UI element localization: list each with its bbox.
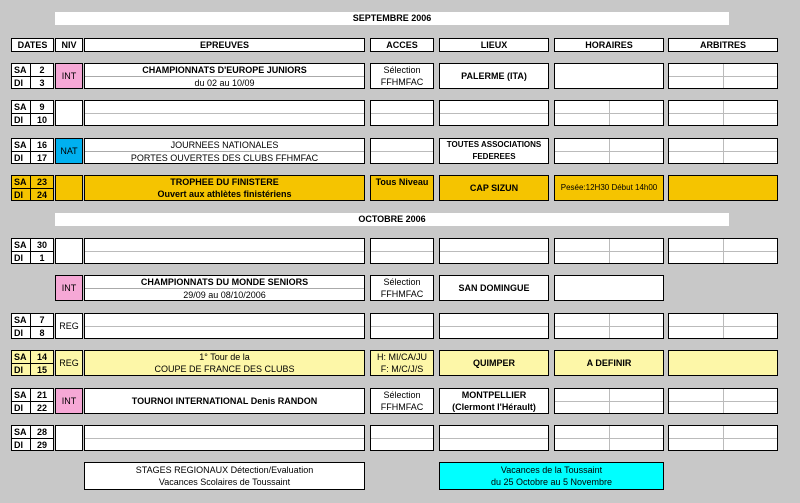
day-number: 9 — [30, 101, 53, 113]
day-number: 24 — [30, 189, 53, 201]
arbitre-cell — [668, 63, 778, 89]
legend-stages — [84, 462, 365, 490]
day-label: SA — [14, 177, 27, 187]
lieu-cell: SAN DOMINGUE — [439, 275, 549, 301]
arbitre-cell — [668, 138, 778, 164]
epreuve-title: TROPHEE DU FINISTERE — [170, 177, 279, 187]
header-acces: ACCES — [370, 38, 434, 52]
lieu-cell — [439, 388, 549, 414]
day-label: SA — [14, 315, 27, 325]
acces-cell — [370, 238, 434, 264]
day-label: SA — [14, 140, 27, 150]
acces-line: F: M/C/J/S — [380, 364, 424, 374]
niv-badge — [55, 238, 83, 264]
day-number: 23 — [30, 176, 53, 188]
niv-badge: REG — [55, 313, 83, 339]
day-label: SA — [14, 102, 27, 112]
date-cell — [11, 238, 54, 264]
niv-badge — [55, 175, 83, 201]
niv-badge: INT — [55, 63, 83, 89]
acces-cell — [370, 275, 434, 301]
day-label: DI — [14, 365, 23, 375]
date-cell — [11, 313, 54, 339]
date-cell — [11, 350, 54, 376]
month-october-title: OCTOBRE 2006 — [55, 213, 729, 226]
arbitre-cell — [668, 313, 778, 339]
acces-line: FFHMFAC — [380, 77, 424, 87]
day-number: 7 — [30, 314, 53, 326]
acces-cell — [370, 425, 434, 451]
header-horaires: HORAIRES — [554, 38, 664, 52]
day-number: 16 — [30, 139, 53, 151]
acces-cell — [370, 175, 434, 201]
arbitre-cell — [668, 388, 778, 414]
horaire-cell: A DEFINIR — [554, 350, 664, 376]
horaire-cell — [554, 313, 664, 339]
day-number: 10 — [30, 114, 53, 126]
day-label: DI — [14, 440, 23, 450]
horaire-cell — [554, 238, 664, 264]
acces-cell — [370, 138, 434, 164]
epreuve-subtitle: 29/09 au 08/10/2006 — [85, 288, 364, 301]
acces-cell — [370, 100, 434, 126]
legend-stages-title: STAGES REGIONAUX Détection/Evaluation — [135, 465, 314, 475]
horaire-cell — [554, 100, 664, 126]
horaire-cell — [554, 388, 664, 414]
acces-line: Sélection — [383, 390, 421, 400]
day-number: 2 — [30, 64, 53, 76]
horaire-cell — [554, 138, 664, 164]
day-number: 14 — [30, 351, 53, 363]
day-number: 29 — [30, 439, 53, 451]
epreuve-cell — [84, 138, 365, 164]
epreuve-cell — [84, 63, 365, 89]
acces-cell — [370, 313, 434, 339]
niv-badge: INT — [55, 388, 83, 414]
lieu-line: FEDEREES — [472, 152, 516, 161]
horaire-cell — [554, 275, 664, 301]
day-label: DI — [14, 115, 23, 125]
day-number: 17 — [30, 152, 53, 164]
day-label: SA — [14, 65, 27, 75]
arbitre-cell — [668, 175, 778, 201]
epreuve-cell — [84, 313, 365, 339]
epreuve-title: JOURNEES NATIONALES — [170, 140, 279, 150]
header-arbitres: ARBITRES — [668, 38, 778, 52]
date-cell — [11, 138, 54, 164]
horaire-cell — [554, 425, 664, 451]
lieu-line: MONTPELLIER — [461, 390, 527, 400]
epreuve-subtitle: PORTES OUVERTES DES CLUBS FFHMFAC — [85, 151, 364, 164]
legend-vacances — [439, 462, 664, 490]
date-cell — [11, 175, 54, 201]
header-lieux: LIEUX — [439, 38, 549, 52]
legend-vacances-title: Vacances de la Toussaint — [500, 465, 603, 475]
epreuve-cell — [84, 100, 365, 126]
day-label: SA — [14, 352, 27, 362]
horaire-cell — [554, 63, 664, 89]
acces-line: Sélection — [383, 277, 421, 287]
lieu-cell — [439, 238, 549, 264]
day-label: SA — [14, 390, 27, 400]
header-epreuves: EPREUVES — [84, 38, 365, 52]
legend-stages-subtitle: Vacances Scolaires de Toussaint — [158, 477, 291, 487]
day-number: 1 — [30, 252, 53, 264]
lieu-cell: CAP SIZUN — [439, 175, 549, 201]
day-number: 15 — [30, 364, 53, 376]
lieu-cell — [439, 313, 549, 339]
day-label: DI — [14, 78, 23, 88]
epreuve-subtitle: COUPE DE FRANCE DES CLUBS — [154, 364, 295, 374]
lieu-cell — [439, 138, 549, 164]
epreuve-cell — [84, 238, 365, 264]
arbitre-cell — [668, 425, 778, 451]
acces-line: Tous Niveau — [375, 177, 429, 187]
epreuve-subtitle: du 02 au 10/09 — [85, 76, 364, 89]
niv-badge — [55, 425, 83, 451]
day-number: 21 — [30, 389, 53, 401]
epreuve-title: 1° Tour de la — [199, 352, 250, 362]
day-number: 30 — [30, 239, 53, 251]
day-label: DI — [14, 190, 23, 200]
epreuve-cell — [84, 350, 365, 376]
lieu-cell — [439, 100, 549, 126]
acces-cell — [370, 388, 434, 414]
day-number: 28 — [30, 426, 53, 438]
arbitre-cell — [668, 238, 778, 264]
niv-badge: REG — [55, 350, 83, 376]
day-label: SA — [14, 427, 27, 437]
acces-line: Sélection — [383, 65, 421, 75]
header-dates: DATES — [11, 38, 54, 52]
header-niv: NIV — [55, 38, 83, 52]
day-number: 22 — [30, 402, 53, 414]
legend-vacances-dates: du 25 Octobre au 5 Novembre — [490, 477, 613, 487]
date-cell — [11, 425, 54, 451]
niv-badge: INT — [55, 275, 83, 301]
day-label: SA — [14, 240, 27, 250]
horaire-cell: Pesée:12H30 Début 14h00 — [554, 175, 664, 201]
epreuve-cell: TOURNOI INTERNATIONAL Denis RANDON — [84, 388, 365, 414]
niv-badge: NAT — [55, 138, 83, 164]
lieu-cell: PALERME (ITA) — [439, 63, 549, 89]
arbitre-cell — [668, 100, 778, 126]
epreuve-title: CHAMPIONNATS DU MONDE SENIORS — [140, 277, 309, 287]
epreuve-subtitle: Ouvert aux athlètes finistériens — [157, 189, 292, 199]
acces-line: H: MI/CA/JU — [376, 352, 427, 362]
date-cell — [11, 388, 54, 414]
month-september-title: SEPTEMBRE 2006 — [55, 12, 729, 25]
niv-badge — [55, 100, 83, 126]
day-number: 3 — [30, 77, 53, 89]
day-label: DI — [14, 403, 23, 413]
day-label: DI — [14, 328, 23, 338]
acces-line: FFHMFAC — [380, 289, 424, 299]
lieu-cell: QUIMPER — [439, 350, 549, 376]
date-cell — [11, 63, 54, 89]
acces-line: FFHMFAC — [380, 402, 424, 412]
lieu-line: TOUTES ASSOCIATIONS — [446, 140, 542, 149]
epreuve-cell — [84, 175, 365, 201]
epreuve-title: CHAMPIONNATS D'EUROPE JUNIORS — [142, 65, 307, 75]
acces-cell — [370, 63, 434, 89]
date-cell — [11, 100, 54, 126]
lieu-cell — [439, 425, 549, 451]
acces-cell — [370, 350, 434, 376]
day-label: DI — [14, 153, 23, 163]
epreuve-cell — [84, 275, 365, 301]
day-label: DI — [14, 253, 23, 263]
lieu-line: (Clermont l'Hérault) — [452, 402, 536, 412]
arbitre-cell — [668, 350, 778, 376]
epreuve-cell — [84, 425, 365, 451]
day-number: 8 — [30, 327, 53, 339]
